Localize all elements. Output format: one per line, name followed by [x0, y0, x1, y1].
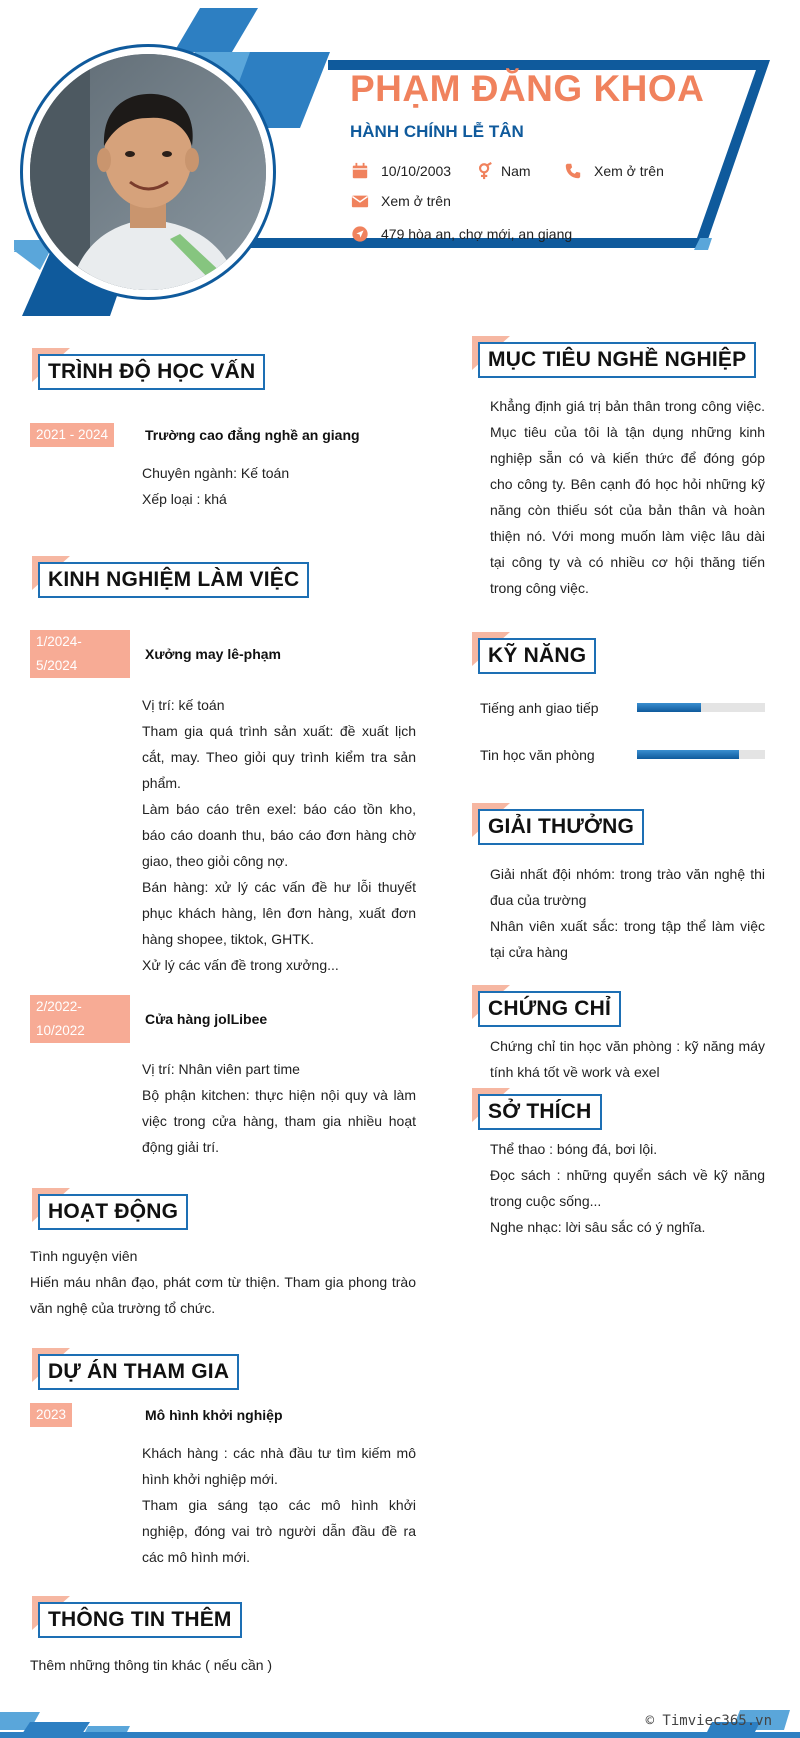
project-date: 2023: [30, 1403, 72, 1427]
section-title: THÔNG TIN THÊM: [38, 1602, 242, 1638]
birthday-row: [350, 161, 451, 181]
hobby-line: Đọc sách : những quyển sách về kỹ năng trong cuộc sống...: [490, 1167, 765, 1209]
more-info-text: Thêm những thông tin khác ( nếu cần ): [30, 1657, 273, 1673]
section-more-info: [30, 1594, 242, 1638]
experience-line: Vị trí: Nhân viên part time: [142, 1061, 300, 1077]
calendar-icon: [350, 161, 370, 181]
phone-icon: [563, 161, 583, 181]
experience-line: Bộ phận kitchen: thực hiện nội quy và làm việc trong cửa hàng, tham gia nhiều hoạt động giải trí.: [142, 1087, 416, 1155]
experience-date: [30, 995, 130, 1043]
experience-line: Tham gia quá trình sản xuất: đề xuất lịch cắt, may. Theo giỏi quy trình kiểm tra sản phẩm.: [142, 723, 416, 791]
experience-details: [142, 1056, 416, 1160]
gender-text: Nam: [501, 163, 531, 179]
education-major: Chuyên ngành: Kế toán: [142, 465, 290, 481]
objective-text: Khẳng định giá trị bản thân trong công việc. Mục tiêu của tôi là tận dụng những kinh nghiệp sẵn có và kiến thức để đóng góp cho công ty. Bên cạnh đó học hỏi những kỹ năng còn thiếu sót của bản thân và hoàn thiện nó. Với mong muốn làm việc lâu dài tại công ty và có nhiều cơ hội thăng tiến trong công việc.: [490, 398, 765, 596]
skill-bar: [637, 750, 765, 759]
experience-line: Vị trí: kế toán: [142, 697, 225, 713]
section-title: KINH NGHIỆM LÀM VIỆC: [38, 562, 309, 598]
activities-line: Tình nguyện viên: [30, 1248, 138, 1264]
footer-brand: © Timviec365.vn: [645, 1713, 772, 1729]
email-row: [350, 191, 451, 211]
phone-text: Xem ở trên: [594, 163, 664, 179]
education-date: 2021 - 2024: [30, 423, 114, 447]
experience-date-end: 10/2022: [36, 1023, 85, 1038]
section-title: TRÌNH ĐỘ HỌC VẤN: [38, 354, 265, 390]
gender-icon: [475, 161, 495, 181]
section-education: [30, 346, 265, 390]
section-title: DỰ ÁN THAM GIA: [38, 1354, 239, 1390]
section-hobbies: [470, 1086, 602, 1130]
gender-row: [475, 161, 531, 181]
section-awards: [470, 801, 644, 845]
section-objective: [470, 334, 756, 378]
project-line: Khách hàng : các nhà đầu tư tìm kiếm mô hình khởi nghiệp mới.: [142, 1445, 416, 1487]
education-school: Trường cao đẳng nghề an giang: [145, 427, 360, 443]
section-projects: [30, 1346, 239, 1390]
location-icon: [350, 224, 370, 244]
award-line: Nhân viên xuất sắc: trong tập thể làm việc tại cửa hàng: [490, 918, 765, 960]
skill-bar-fill: [637, 750, 739, 759]
section-certificates: [470, 983, 621, 1027]
section-experience: [30, 554, 309, 598]
section-title: CHỨNG CHỈ: [478, 991, 621, 1027]
address-text: 479 hòa an, chợ mới, an giang: [381, 226, 573, 242]
candidate-name: PHẠM ĐĂNG KHOA: [350, 68, 705, 109]
phone-row: [563, 161, 664, 181]
activities-line: Hiến máu nhân đạo, phát cơm từ thiện. Tham gia phong trào văn nghệ của trường tổ chức.: [30, 1274, 416, 1316]
section-title: MỤC TIÊU NGHỀ NGHIỆP: [478, 342, 756, 378]
section-title: SỞ THÍCH: [478, 1094, 602, 1130]
experience-line: Xử lý các vấn đề trong xưởng...: [142, 957, 339, 973]
project-details: [142, 1440, 416, 1570]
activities-details: [30, 1243, 416, 1321]
certificates-text: Chứng chỉ tin học văn phòng : kỹ năng máy tính khá tốt về work và exel: [490, 1038, 765, 1080]
project-line: Tham gia sáng tạo các mô hình khởi nghiệp, đóng vai trò người dẫn đầu đề ra các mô hình mới.: [142, 1497, 416, 1565]
experience-line: Làm báo cáo trên exel: báo cáo tồn kho, báo cáo doanh thu, báo cáo đơn hàng chờ giao, theo giỏi công nợ.: [142, 801, 416, 869]
project-name: Mô hình khởi nghiệp: [145, 1407, 283, 1423]
experience-company: Cửa hàng jolLibee: [145, 1011, 268, 1027]
section-title: KỸ NĂNG: [478, 638, 596, 674]
experience-date-start: 1/2024-: [36, 634, 82, 649]
experience-date-end: 5/2024: [36, 658, 78, 673]
email-text: Xem ở trên: [381, 193, 451, 209]
section-title: HOẠT ĐỘNG: [38, 1194, 188, 1230]
education-details: [142, 460, 416, 512]
job-title: HÀNH CHÍNH LỄ TÂN: [350, 122, 524, 141]
section-activities: [30, 1186, 188, 1230]
education-grade: Xếp loại : khá: [142, 491, 227, 507]
experience-date: [30, 630, 130, 678]
hobby-line: Thể thao : bóng đá, bơi lội.: [490, 1141, 658, 1157]
experience-line: Bán hàng: xử lý các vấn đề hư lỗi thuyết phục khách hàng, lên đơn hàng, xuất đơn hàng shopee, tiktok, GHTK.: [142, 879, 416, 947]
hobbies-details: [490, 1136, 765, 1240]
experience-company: Xưởng may lê-phạm: [145, 646, 282, 662]
section-title: GIẢI THƯỞNG: [478, 809, 644, 845]
skill-bar-fill: [637, 703, 701, 712]
skill-name: Tiếng anh giao tiếp: [480, 700, 599, 716]
award-line: Giải nhất đội nhóm: trong trào văn nghệ thi đua của trường: [490, 866, 765, 908]
hobby-line: Nghe nhạc: lời sâu sắc có ý nghĩa.: [490, 1219, 706, 1235]
skill-name: Tin học văn phòng: [480, 747, 595, 763]
awards-details: [490, 861, 765, 965]
avatar: [30, 54, 266, 290]
address-row: [350, 224, 572, 244]
birthday-text: 10/10/2003: [381, 163, 452, 179]
experience-details: [142, 692, 416, 978]
experience-date-start: 2/2022-: [36, 999, 82, 1014]
skill-bar: [637, 703, 765, 712]
envelope-icon: [350, 191, 370, 211]
section-skills: [470, 630, 596, 674]
